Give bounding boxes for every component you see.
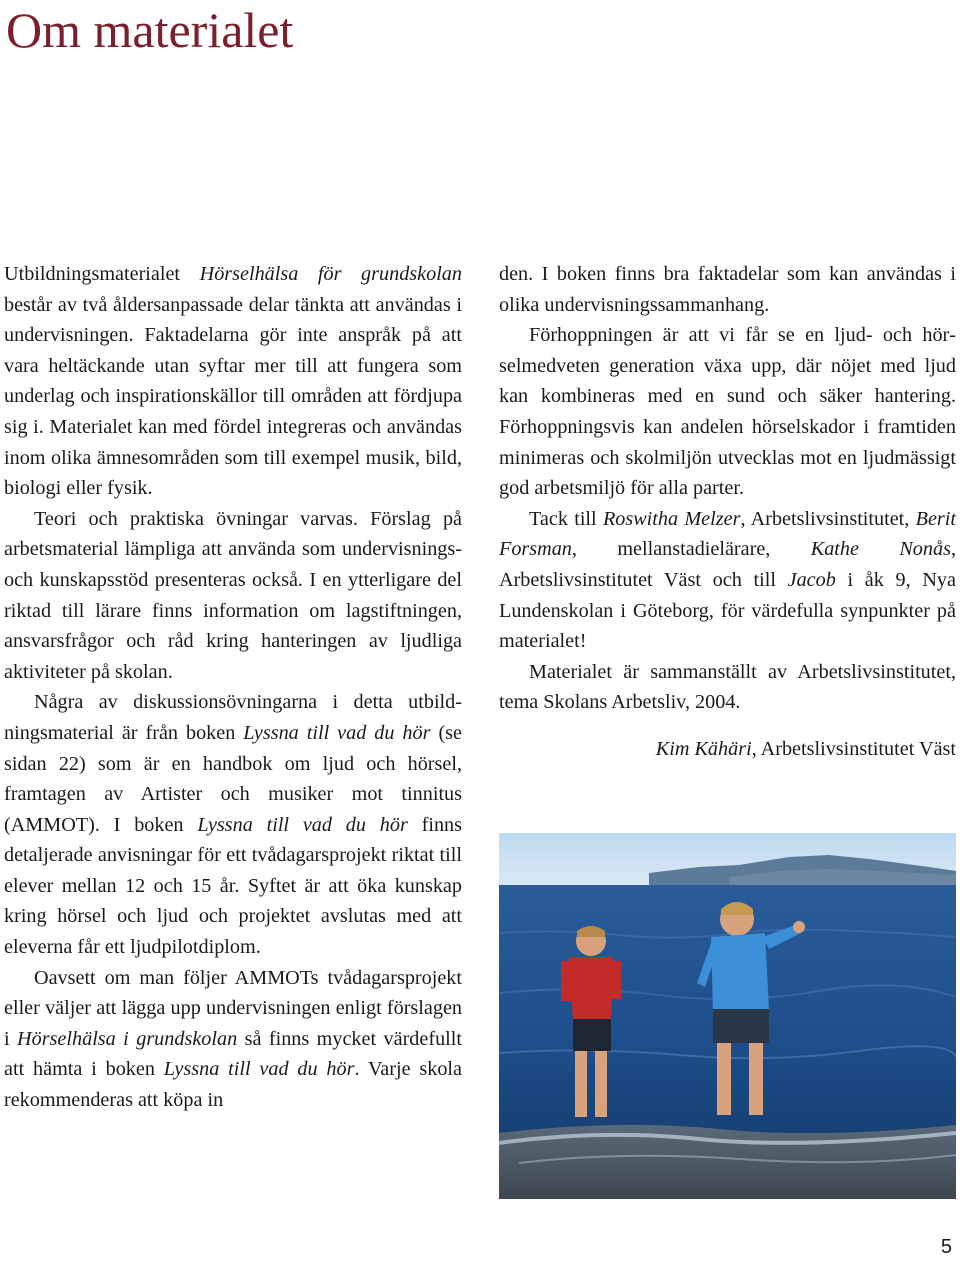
ammot-paragraph: Oavsett om man följer AMMOTs tvådagarsprojekt eller väljer att lägga upp undervisningen enligt förslagen i Hörselhälsa i grundskolan så finns mycket värdefullt att hämta i boken Lyssna till vad du hör. Varje skola rekommenderas att köpa in (4, 966, 462, 1112)
signature: Kim Kähäri, Arbetslivsinstitutet Väst (655, 737, 956, 760)
intro-paragraph: Utbildningsmaterialet Hörselhälsa för grundskolan består av två åldersanpassade delar tänkta att användas i undervisningen. Faktadelarna gör inte anspråk på att vara heltäckande utan syftar mer till att fungera som underlag och inspirationskällor till områden att fördjupa sig i. Materialet kan med fördel integreras och användas inom olika ämnesområden som till exempel musik, bild, biologi eller fysik. (4, 263, 462, 500)
beach-photo (499, 833, 956, 1199)
book-title: Lyssna till vad du hör (163, 1058, 355, 1081)
continued-paragraph: den. I boken finns bra faktadelar som kan användas i olika undervisningssammanhang. (499, 263, 956, 316)
book-title: Lyssna till vad du hör (243, 721, 431, 744)
right-column (499, 259, 956, 765)
left-column (4, 259, 462, 1116)
thanks-paragraph: Tack till Roswitha Melzer, Arbetslivsinstitutet, Berit Forsman, mellanstadielärare, Kathe Nonås, Arbetslivsinstitutet Väst och till Jacob i åk 9, Nya Lundenskolan i Göteborg, för värdefulla synpunkter på materialet! (499, 507, 956, 653)
credits-paragraph: Materialet är sammanställt av Arbetslivsinstitutet, tema Skolans Arbetsliv, 2004. (499, 660, 956, 714)
discussion-paragraph: Några av diskussionsövningarna i detta utbildningsmaterial är från boken Lyssna till vad du hör (se sidan 22) som är en handbok om ljud och hörsel, framtagen av Artister och musiker mot tinnitus (AMMOT). I boken Lyssna till vad du hör finns detaljerade anvisningar för ett tvådagarsprojekt riktat till elever mellan 12 och 15 år. Syftet är att öka kunskap kring hörsel och ljud och projektet avslutas med att eleverna får ett ljudpilotdiplom. (4, 691, 462, 959)
book-title: Lyssna till vad du hör (197, 813, 408, 836)
page-number: 5 (940, 1236, 952, 1258)
theory-paragraph: Teori och praktiska övningar varvas. Förslag på arbetsmaterial lämpliga att använda som undervisnings- och kunskapsstöd presenteras också. I en ytterligare del riktad till lärare finns information om lagstiftningen, ansvarsfrågor och råd kring hanteringen av ljudliga aktiviteter på skolan. (4, 507, 462, 683)
material-title: Hörselhälsa i grundskolan (17, 1027, 238, 1050)
page-title: Om materialet (6, 2, 294, 58)
hope-paragraph: Förhoppningen är att vi får se en ljud- och hörselmedveten generation växa upp, där nöjet med ljud kan kombineras med en sund och säker hantering. Förhoppningsvis kan andelen hörselskador i framtiden minimeras och skolmiljön utvecklas mot en ljudmässigt god arbetsmiljö för alla parter. (499, 324, 956, 500)
author-name: Kim Kähäri (655, 737, 752, 760)
material-title: Hörselhälsa för grundskolan (199, 263, 462, 285)
